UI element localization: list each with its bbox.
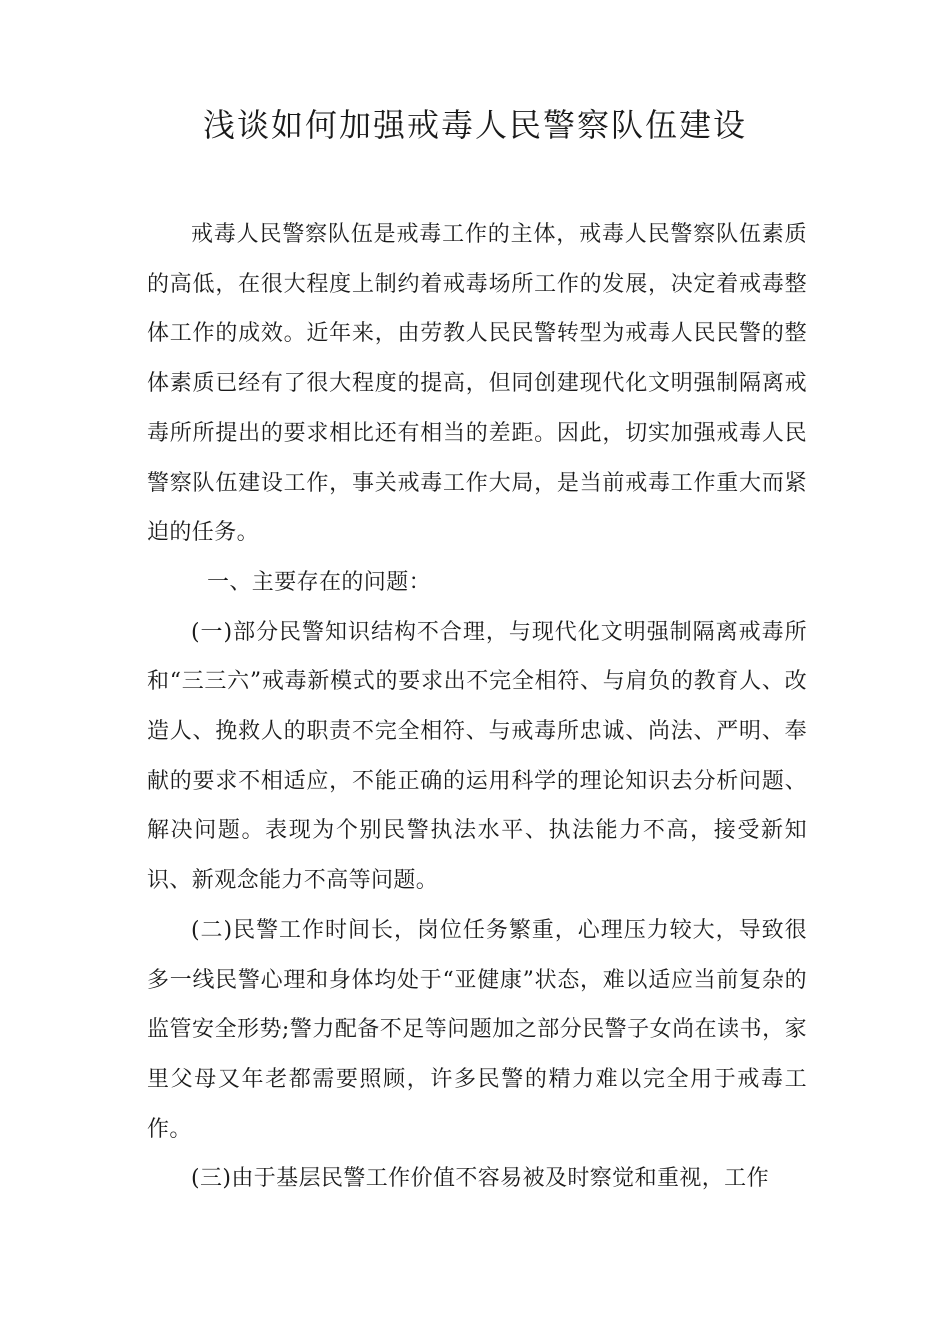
problem-item-1: (一)部分民警知识结构不合理，与现代化文明强制隔离戒毒所和“三三六”戒毒新模式的要求出不完全相符、与肩负的教育人、改造人、挽救人的职责不完全相符、与戒毒所忠诚、尚法、严明、奉献的要求不相适应，不能正确的运用科学的理论知识去分析问题、解决问题。表现为个别民警执法水平、执法能力不高，接受新知识、新观念能力不高等问题。 <box>147 619 807 894</box>
problem-item-3: (三)由于基层民警工作价值不容易被及时察觉和重视，工作 <box>191 1166 769 1192</box>
section-heading-problems: 一、主要存在的问题： <box>207 569 432 595</box>
intro-paragraph: 戒毒人民警察队伍是戒毒工作的主体，戒毒人民警察队伍素质的高低，在很大程度上制约着戒毒场所工作的发展，决定着戒毒整体工作的成效。近年来，由劳教人民民警转型为戒毒人民民警的整体素质已经有了很大程度的提高，但同创建现代化文明强制隔离戒毒所所提出的要求相比还有相当的差距。因此，切实加强戒毒人民警察队伍建设工作，事关戒毒工作大局，是当前戒毒工作重大而紧迫的任务。 <box>147 222 807 546</box>
problem-item-2: (二)民警工作时间长，岗位任务繁重，心理压力较大，导致很多一线民警心理和身体均处于“亚健康”状态，难以适应当前复杂的监管安全形势;警力配备不足等问题加之部分民警子女尚在读书，家里父母又年老都需要照顾，许多民警的精力难以完全用于戒毒工作。 <box>147 917 807 1142</box>
document-body <box>147 210 807 1204</box>
document-title: 浅谈如何加强戒毒人民警察队伍建设 <box>202 106 747 144</box>
